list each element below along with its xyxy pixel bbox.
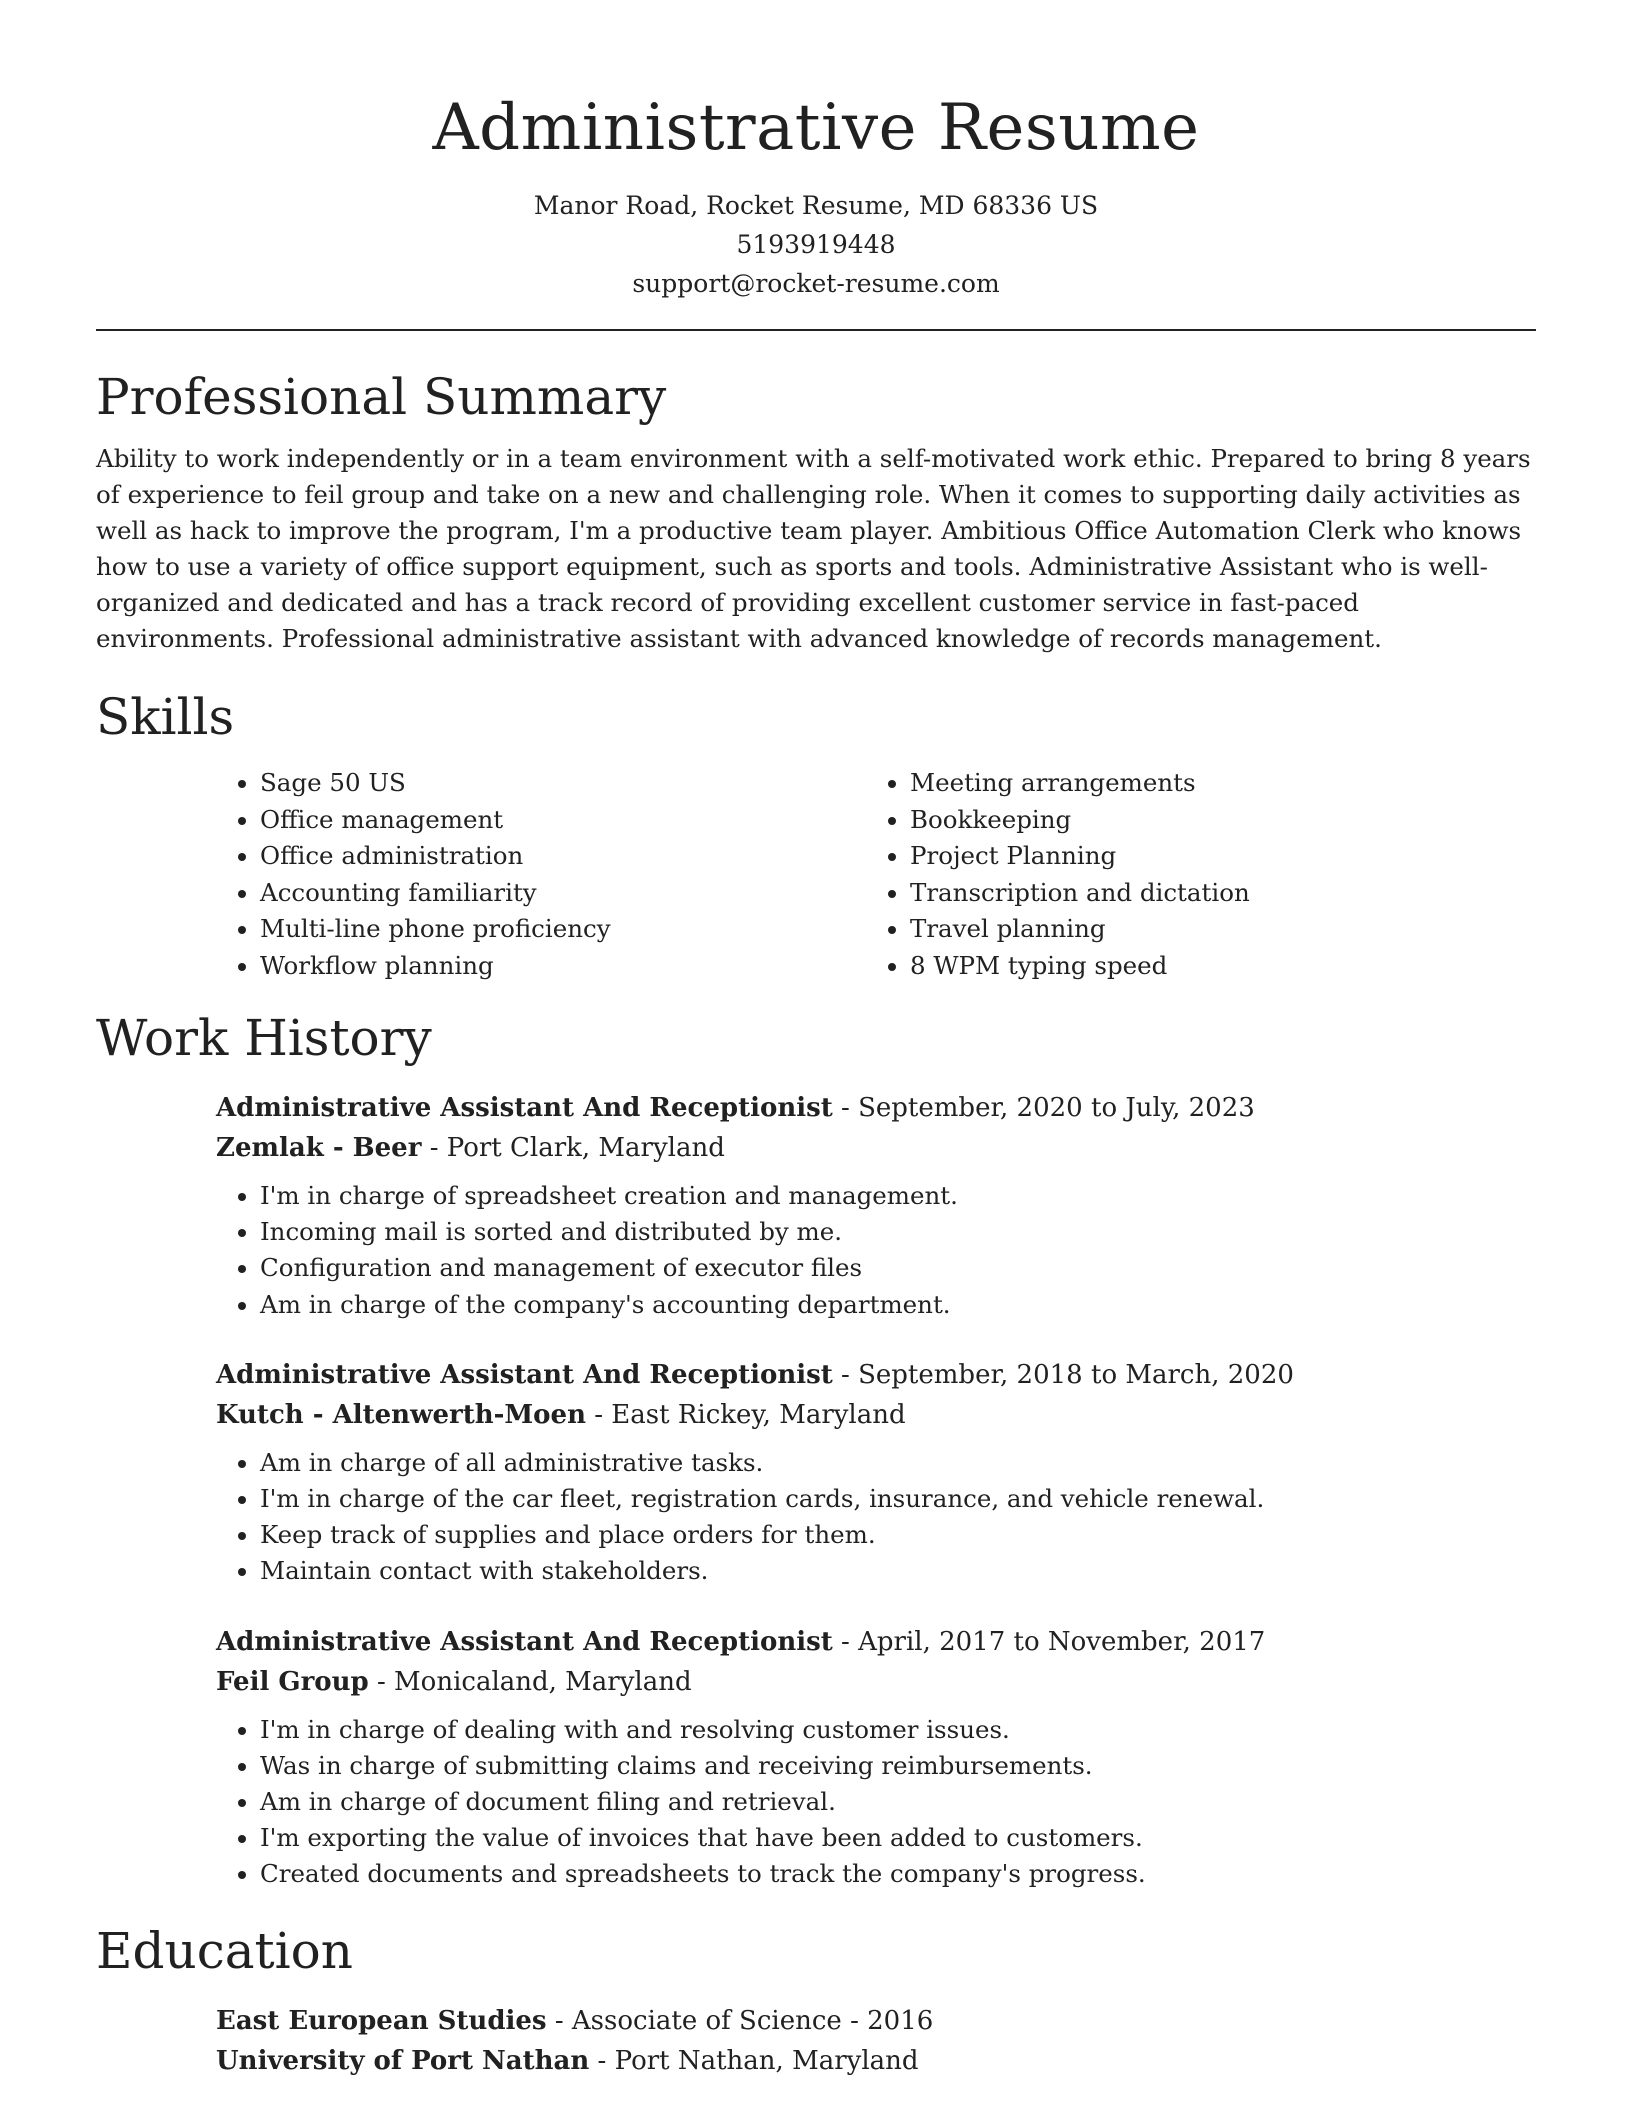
job-company-line	[216, 1662, 1536, 1702]
education-degree-line	[216, 2001, 1536, 2041]
separator: -	[841, 2005, 868, 2036]
education-degree: Associate of Science	[571, 2005, 842, 2036]
job-location: East Rickey, Maryland	[611, 1399, 906, 1430]
job-bullet: • I'm in charge of spreadsheet creation and management.	[260, 1178, 1536, 1214]
education-heading: Education	[96, 1921, 353, 1980]
skill-item: • Office administration	[260, 838, 865, 875]
job-entry	[216, 1622, 1536, 1893]
resume-title: Administrative Resume	[432, 91, 1200, 165]
job-title-line	[216, 1355, 1536, 1395]
job-company: Kutch - Altenwerth-Moen	[216, 1399, 586, 1430]
job-location: Port Clark, Maryland	[446, 1133, 725, 1163]
skills-column-left	[216, 765, 865, 984]
work-history-heading: Work History	[96, 1009, 432, 1067]
job-bullet: • Am in charge of the company's accounting department.	[260, 1287, 1536, 1323]
skill-item: • Travel planning	[910, 911, 1515, 948]
contact-email: support@rocket-resume.com	[632, 269, 1000, 298]
job-bullet: • I'm in charge of the car fleet, registration cards, insurance, and vehicle renewal.	[260, 1481, 1536, 1517]
separator: -	[589, 2045, 615, 2076]
job-bullet: • Maintain contact with stakeholders.	[260, 1553, 1536, 1589]
separator: -	[368, 1666, 395, 1697]
skills-heading: Skills	[96, 688, 235, 746]
contact-block	[96, 186, 1536, 303]
skill-item: • Workflow planning	[260, 948, 865, 985]
job-company-line	[216, 1128, 1536, 1168]
job-bullets	[216, 1178, 1536, 1323]
job-bullet: • I'm in charge of dealing with and resolving customer issues.	[260, 1712, 1536, 1748]
job-title-line	[216, 1622, 1536, 1662]
education-entry	[216, 2001, 1536, 2081]
job-company: Feil Group	[216, 1666, 369, 1697]
job-role: Administrative Assistant And Receptionist	[216, 1359, 833, 1390]
skill-item: • Accounting familiarity	[260, 875, 865, 912]
job-location: Monicaland, Maryland	[394, 1666, 692, 1697]
contact-address: Manor Road, Rocket Resume, MD 68336 US	[533, 191, 1099, 220]
skill-item: • Sage 50 US	[260, 765, 865, 802]
job-bullets	[216, 1712, 1536, 1893]
education-location: Port Nathan, Maryland	[614, 2045, 919, 2076]
skill-item: • Multi-line phone proficiency	[260, 911, 865, 948]
job-bullet: • Created documents and spreadsheets to track the company's progress.	[260, 1856, 1536, 1892]
job-bullet: • Was in charge of submitting claims and receiving reimbursements.	[260, 1748, 1536, 1784]
job-role: Administrative Assistant And Receptionist	[216, 1093, 833, 1123]
job-bullet: • Am in charge of all administrative tasks.	[260, 1445, 1536, 1481]
separator: -	[585, 1399, 612, 1430]
skill-item: • Meeting arrangements	[910, 765, 1515, 802]
skill-item: • Office management	[260, 802, 865, 839]
skill-item: • Bookkeeping	[910, 802, 1515, 839]
job-company: Zemlak - Beer	[216, 1133, 422, 1163]
job-bullet: • Keep track of supplies and place orders for them.	[260, 1517, 1536, 1553]
job-bullets	[216, 1445, 1536, 1590]
separator: -	[832, 1626, 859, 1657]
education-field: East European Studies	[216, 2005, 547, 2036]
separator: -	[832, 1093, 859, 1123]
education-year: 2016	[867, 2005, 934, 2036]
job-entry	[216, 1088, 1536, 1323]
skill-item: • 8 WPM typing speed	[910, 948, 1515, 985]
separator: -	[832, 1359, 859, 1390]
skills-list	[216, 765, 1536, 984]
education-school: University of Port Nathan	[216, 2045, 590, 2076]
job-bullet: • I'm exporting the value of invoices that have been added to customers.	[260, 1820, 1536, 1856]
job-dates: September, 2018 to March, 2020	[858, 1359, 1294, 1390]
separator: -	[546, 2005, 572, 2036]
job-bullet: • Am in charge of document filing and retrieval.	[260, 1784, 1536, 1820]
job-bullet: • Incoming mail is sorted and distributed by me.	[260, 1214, 1536, 1250]
education-school-line	[216, 2041, 1536, 2081]
job-title-line	[216, 1088, 1536, 1128]
job-dates: September, 2020 to July, 2023	[858, 1093, 1255, 1123]
skills-column-right	[865, 765, 1515, 984]
job-bullet: • Configuration and management of executor files	[260, 1250, 1536, 1286]
separator: -	[421, 1133, 447, 1163]
header-divider	[96, 329, 1536, 331]
resume-page	[96, 0, 1536, 2081]
skill-item: • Transcription and dictation	[910, 875, 1515, 912]
summary-heading: Professional Summary	[96, 368, 667, 426]
job-role: Administrative Assistant And Receptionist	[216, 1626, 833, 1657]
summary-text: Ability to work independently or in a team environment with a self-motivated work ethic. Prepared to bring 8 years of experience to feil group and take on a new and challenging role. When it comes to supporting daily activities as well as hack to improve the program, I'm a productive team player. Ambitious Office Automation Clerk who knows how to use a variety of office support equipment, such as sports and tools. Administrative Assistant who is well-organized and dedicated and has a track record of providing excellent customer service in fast-paced environments. Professional administrative assistant with advanced knowledge of records management.	[96, 444, 1531, 653]
job-dates: April, 2017 to November, 2017	[858, 1626, 1266, 1657]
job-company-line	[216, 1395, 1536, 1435]
contact-phone: 5193919448	[736, 230, 896, 259]
resume-header	[96, 0, 1536, 303]
job-entry	[216, 1355, 1536, 1590]
skill-item: • Project Planning	[910, 838, 1515, 875]
